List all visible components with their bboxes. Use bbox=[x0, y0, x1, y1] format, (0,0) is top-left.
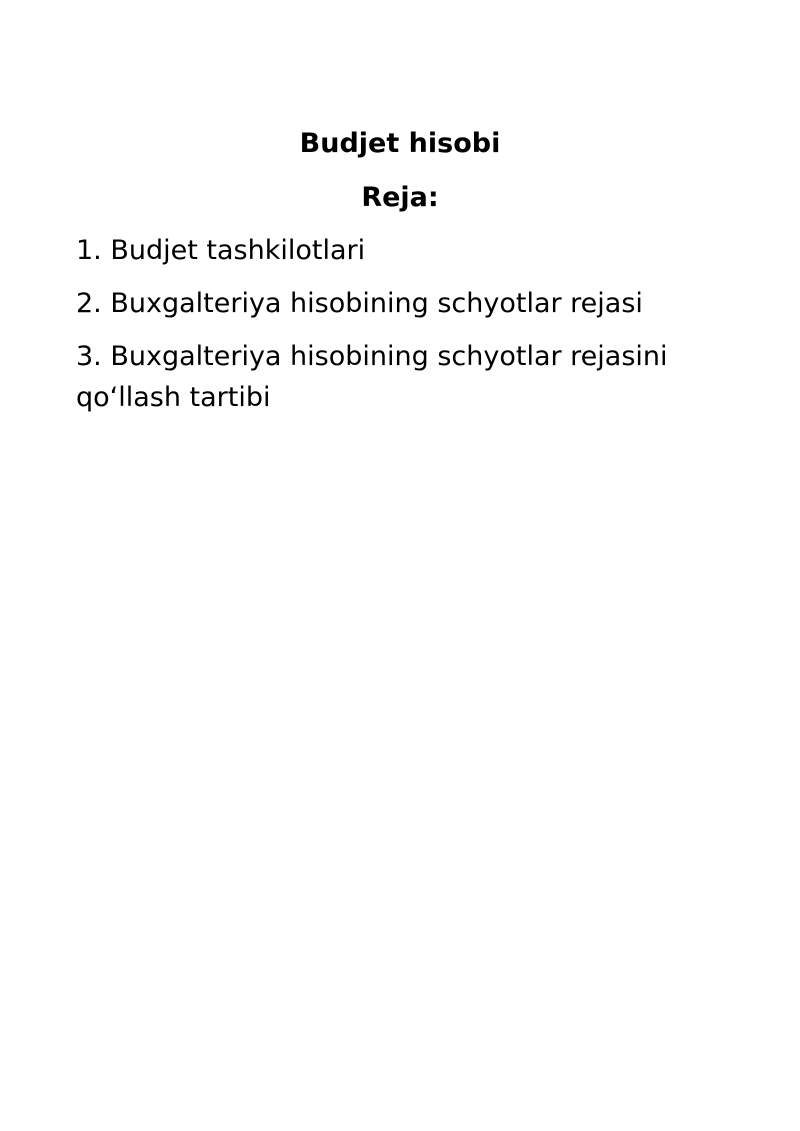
plan-item-1: 1. Budjet tashkilotlari bbox=[76, 235, 366, 266]
document-title: Budjet hisobi bbox=[299, 128, 501, 159]
plan-item-2: 2. Buxgalteriya hisobining schyotlar rejasi bbox=[76, 288, 643, 319]
plan-item-3: 3. Buxgalteriya hisobining schyotlar rejasini qo‘llash tartibi bbox=[76, 341, 668, 413]
plan-heading: Reja: bbox=[361, 182, 439, 213]
plan-list bbox=[76, 230, 696, 430]
